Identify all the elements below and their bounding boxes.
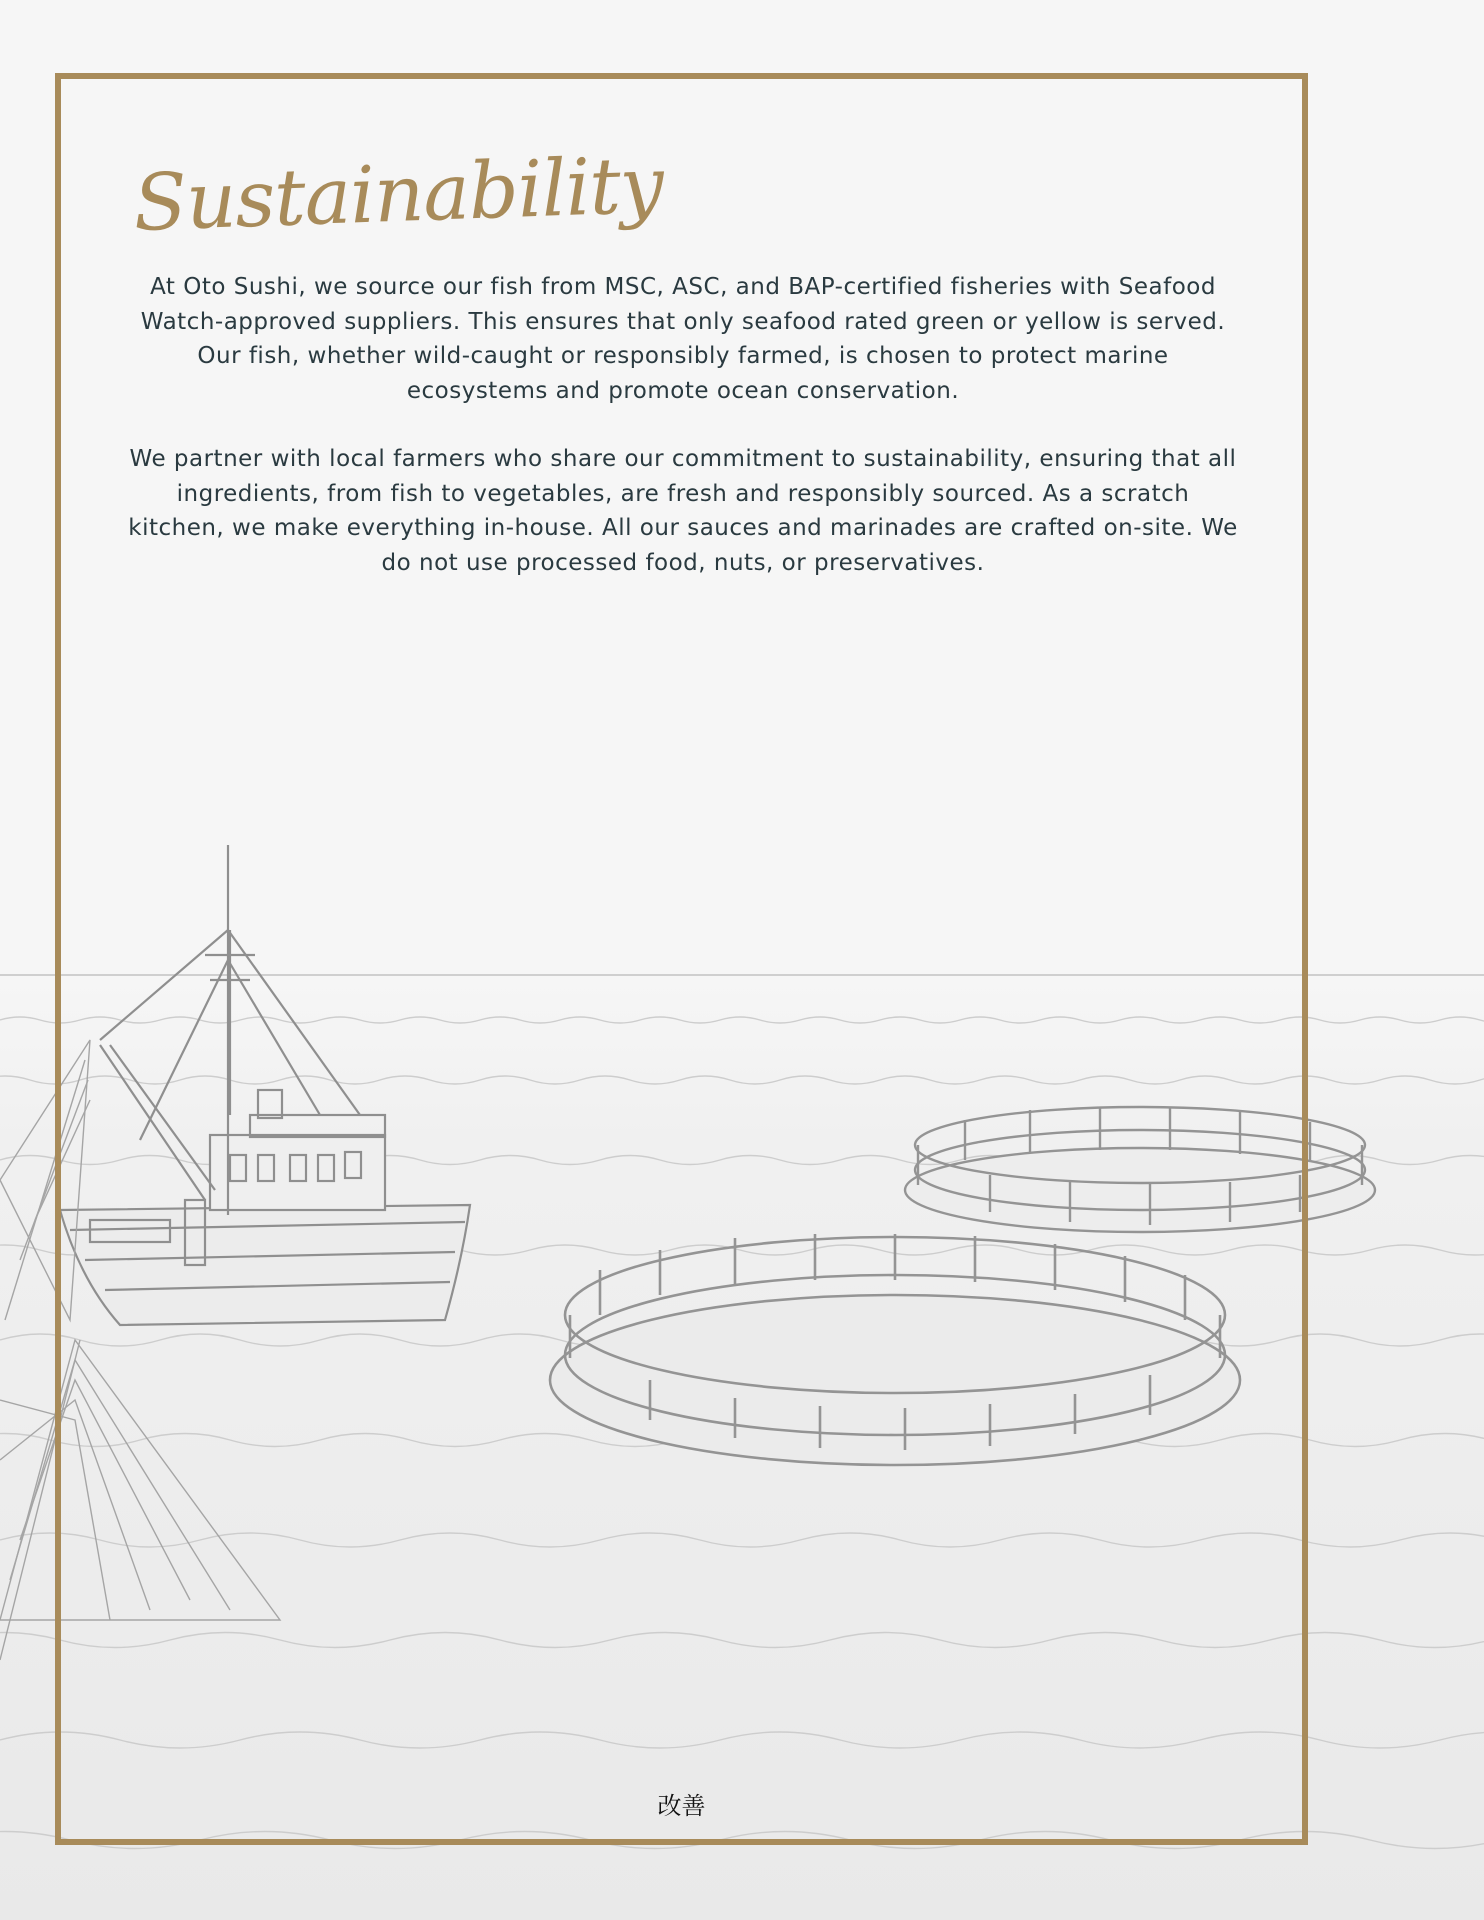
kaizen-mark: 改善: [657, 1792, 706, 1820]
page-title: Sustainability: [132, 140, 665, 249]
content-area: [55, 73, 1308, 1845]
local-farmers-paragraph: We partner with local farmers who share our commitment to sustainability, ensuring that all ingredients, from fish to vegetables, are fresh and responsibly sourced. As a scratch kitchen, we make everything in-house. All our sauces and marinades are crafted on-site. We do not use processed food, nuts, or preservatives.: [128, 446, 1238, 576]
sourcing-paragraph: At Oto Sushi, we source our fish from MSC, ASC, and BAP-certified fisheries with Seafood Watch-approved suppliers. This ensures that only seafood rated green or yellow is served. Our fish, whether wild-caught or responsibly farmed, is chosen to protect marine ecosystems and promote ocean conservation.: [140, 274, 1226, 404]
